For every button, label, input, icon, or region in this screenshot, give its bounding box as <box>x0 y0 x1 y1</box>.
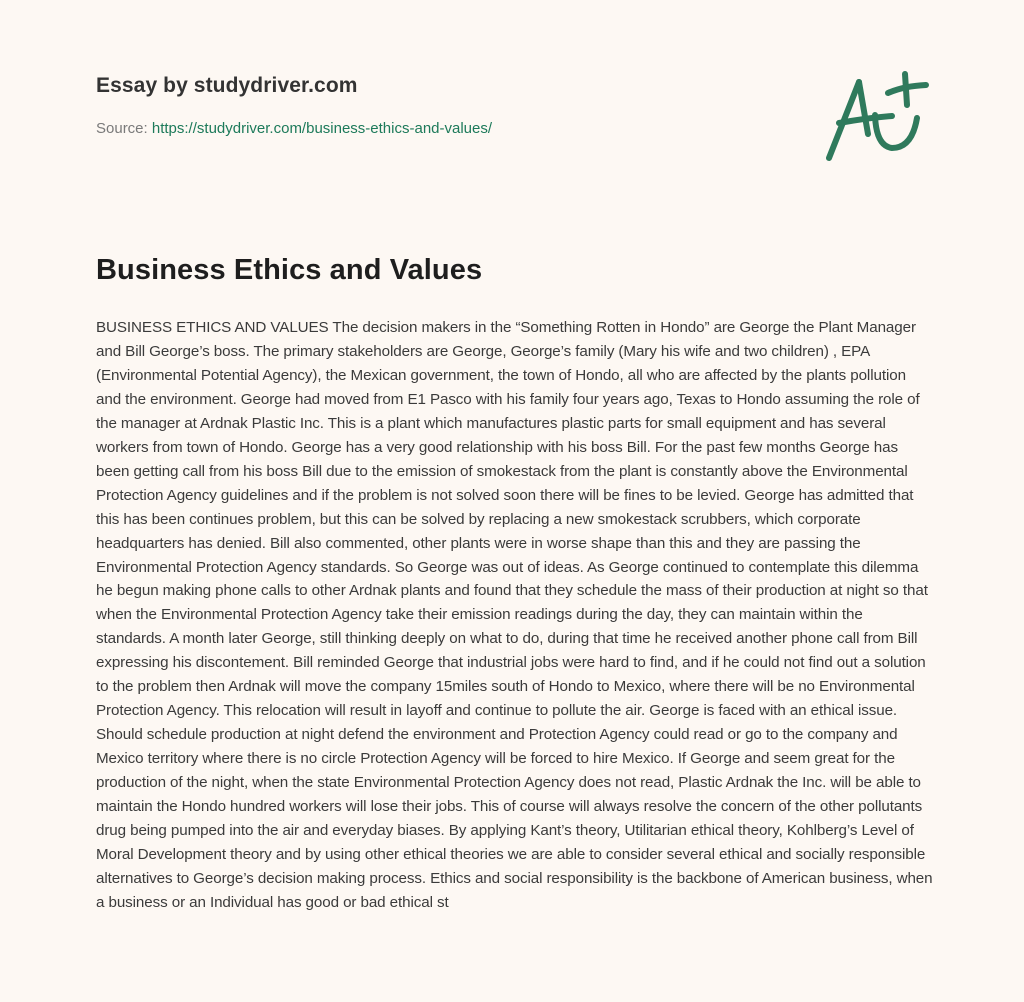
essay-title: Business Ethics and Values <box>96 254 483 286</box>
page-header <box>96 74 796 137</box>
a-plus-grade-icon <box>822 68 932 168</box>
site-title: Essay by studydriver.com <box>96 74 358 97</box>
source-link[interactable]: https://studydriver.com/business-ethics-and-values/ <box>151 120 493 137</box>
source-line <box>96 120 796 137</box>
essay-body: BUSINESS ETHICS AND VALUES The decision makers in the “Something Rotten in Hondo” are George the Plant Manager and Bill George’s boss. The primary stakeholders are George, George’s family (Mary his wife and two children) , EPA (Environmental Potential Agency), the Mexican government, the town of Hondo, all who are affected by the plants pollution and the environment. George had moved from E1 Pasco with his family four years ago, Texas to Hondo assuming the role of the manager at Ardnak Plastic Inc. This is a plant which manufactures plastic parts for small equipment and has several workers from town of Hondo. George has a very good relationship with his boss Bill. For the past few months George has been getting call from his boss Bill due to the emission of smokestack from the plant is constantly above the Environmental Protection Agency guidelines and if the problem is not solved soon there will be fines to be levied. George has admitted that this has been continues problem, but this can be solved by replacing a new smokestack scrubbers, which corporate headquarters has denied. Bill also commented, other plants were in worse shape than this and they are passing the Environmental Protection Agency standards. So George was out of ideas. As George continued to contemplate this dilemma he begun making phone calls to other Ardnak plants and found that they schedule the mass of their production at night so that when the Environmental Protection Agency take their emission readings during the day, they can maintain within the standards. A month later George, still thinking deeply on what to do, during that time he received another phone call from Bill expressing his discontement. Bill reminded George that industrial jobs were hard to find, and if he could not find out a solution to the problem then Ardnak will move the company 15miles south of Hondo to Mexico, where there will be no Environmental Protection Agency. This relocation will result in layoff and continue to pollute the air. George is faced with an ethical issue. Should schedule production at night defend the environment and Protection Agency could read or go to the company and Mexico territory where there is no circle Protection Agency will be forced to hire Mexico. If George and seem great for the production of the night, when the state Environmental Protection Agency does not read, Plastic Ardnak the Inc. will be able to maintain the Hondo hundred workers will lose their jobs. This of course will always resolve the concern of the other pollutants drug being pumped into the air and everyday biases. By applying Kant’s theory, Utilitarian ethical theory, Kohlberg’s Level of Moral Development theory and by using other ethical theories we are able to consider several ethical and socially responsible alternatives to George’s decision making process. Ethics and social responsibility is the backbone of American business, when a business or an Individual has good or bad ethical st <box>96 319 933 911</box>
source-label: Source: <box>96 120 148 137</box>
